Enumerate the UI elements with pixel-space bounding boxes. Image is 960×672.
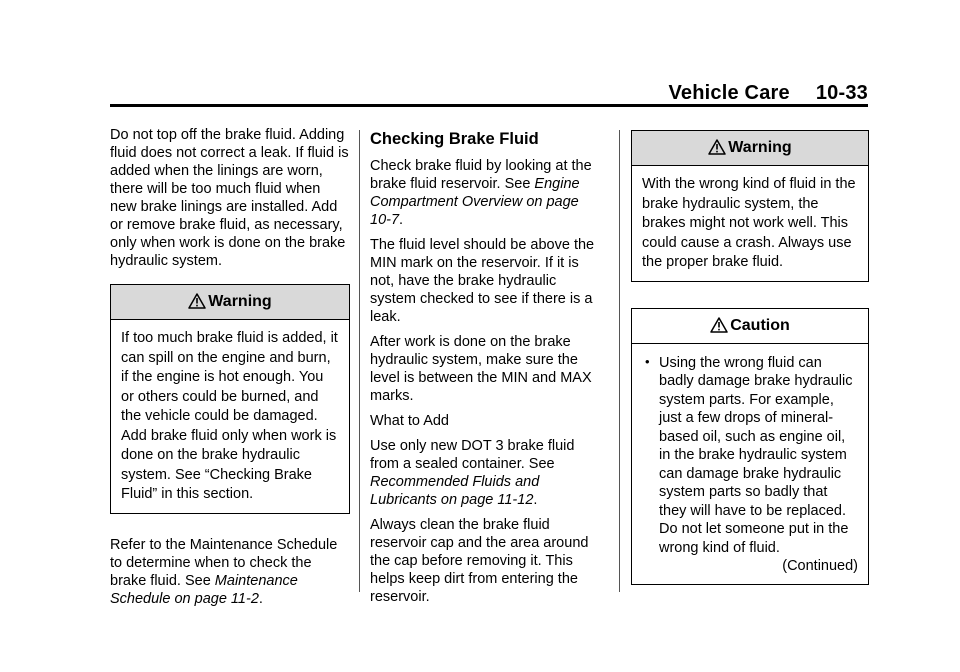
- warning-triangle-icon: [188, 293, 206, 309]
- maintenance-schedule-link[interactable]: Maintenance Schedule on page 11‑2: [110, 572, 298, 607]
- warning-body: If too much brake fluid is added, it can spill on the engine and burn, if the engine is hot enough. You or others could be burned, and the vehicle could be damaged. Add brake fluid only when work is done on the brake hydraulic system. See “Checking Brake Fluid” in this section.: [121, 330, 338, 502]
- column-divider: [619, 130, 620, 592]
- check-paragraph: [370, 157, 606, 229]
- column-divider: [359, 130, 360, 592]
- caution-body: [632, 344, 868, 584]
- header-rule: [110, 104, 868, 107]
- section-title: Vehicle Care: [668, 82, 790, 104]
- clean-cap-paragraph: Always clean the brake fluid reservoir cap and the area around the cap before removing it. This helps keep dirt from entering the reservoir.: [370, 517, 589, 605]
- dot3-suffix: .: [533, 492, 538, 508]
- engine-compartment-link[interactable]: Engine Compartment Overview on page 10‑7: [370, 176, 580, 228]
- warning-box: [110, 284, 350, 514]
- warning-triangle-icon: [710, 317, 728, 333]
- refer-suffix: .: [258, 590, 263, 607]
- bullet-icon: •: [645, 353, 650, 369]
- warning-header: [632, 131, 868, 166]
- page-number: 10-33: [815, 82, 868, 104]
- caution-item-text: Using the wrong fluid can badly damage brake hydraulic system parts. For example, just a few drops of mineral-based oil, such as engine oil, in the brake hydraulic system can damage brake hydraulic system parts so badly that they will have to be replaced. Do not let someone put in the wrong kind of fluid.: [659, 354, 853, 556]
- after-work-paragraph: After work is done on the brake hydraulic system, make sure the level is between the MIN and MAX marks.: [370, 334, 592, 404]
- intro-paragraph: Do not top off the brake fluid. Adding fluid does not correct a leak. If fluid is added when the linings are worn, there will be too much fluid when new brake linings are installed. Add or remove brake fluid, as necessary, only when work is done on the brake hydraulic system.: [110, 127, 349, 269]
- level-paragraph: The fluid level should be above the MIN mark on the reservoir. If it is not, have the brake hydraulic system checked to see if there is a leak.: [370, 237, 595, 325]
- warning-title: Warning: [728, 139, 792, 156]
- column-1: [110, 126, 350, 615]
- check-suffix: .: [399, 212, 404, 228]
- refer-paragraph: [110, 536, 350, 608]
- refer-text: Refer to the Maintenance Schedule to determine when to check the brake fluid. See: [110, 536, 338, 589]
- caution-header: [632, 309, 868, 344]
- warning-body: With the wrong kind of fluid in the brake hydraulic system, the brakes might not work well. This could cause a crash. Always use the proper brake fluid.: [642, 176, 856, 270]
- check-text: Check brake fluid by looking at the brake fluid reservoir. See: [370, 158, 592, 192]
- caution-box: [631, 308, 869, 585]
- warning-title: Warning: [208, 293, 272, 310]
- list-item: [645, 353, 858, 558]
- caution-title: Caution: [730, 316, 790, 334]
- page-header: [668, 82, 868, 105]
- warning-box: [631, 130, 869, 282]
- continued-label: (Continued): [782, 558, 858, 574]
- caution-list: [642, 354, 858, 558]
- dot3-text: Use only new DOT 3 brake fluid from a sealed container. See: [370, 438, 575, 472]
- dot3-paragraph: [370, 437, 606, 509]
- recommended-fluids-link[interactable]: Recommended Fluids and Lubricants on page 11‑12: [370, 474, 540, 508]
- warning-triangle-icon: [708, 139, 726, 155]
- warning-header: [111, 285, 349, 320]
- column-3: [631, 126, 869, 585]
- section-heading: Checking Brake Fluid: [370, 130, 539, 148]
- column-2: [370, 126, 606, 613]
- what-to-add-heading: What to Add: [370, 413, 449, 429]
